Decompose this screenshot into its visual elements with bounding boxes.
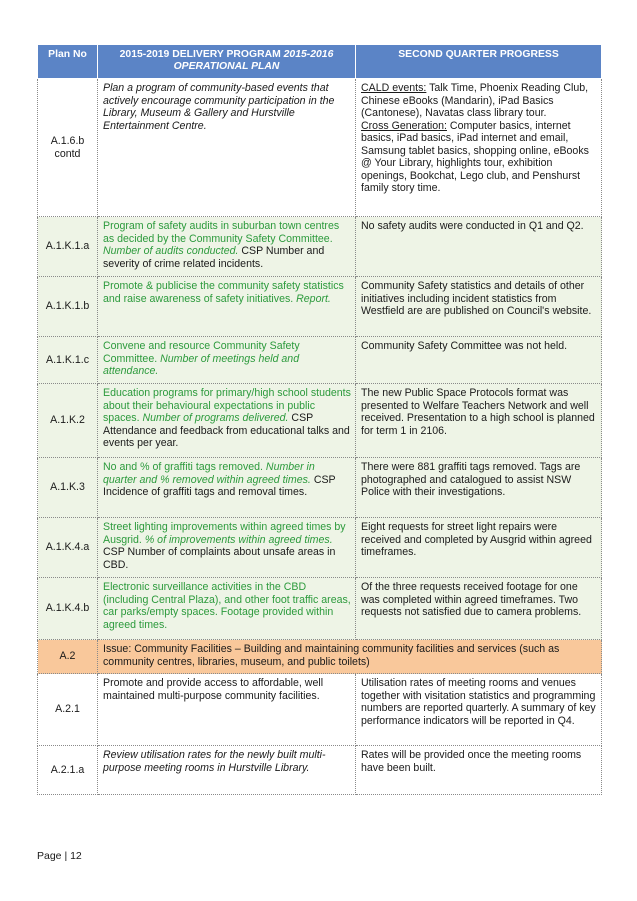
plan-number: A.1.K.1.a <box>38 217 98 277</box>
plan-measure-text: Number of meetings held and attendance. <box>103 352 300 377</box>
plan-number: A.2 <box>38 640 98 674</box>
plan-action-text: Program of safety audits in suburban town centres as decided by the Community Safety Committee. <box>103 220 340 245</box>
plan-csp-text: CSP Attendance and feedback from educational talks and events per year. <box>103 412 350 449</box>
progress-cross-generation-text: Computer basics, internet basics, iPad basics, iPad internet and email, Samsung tablet basics, shopping online, eBooks @ Your Library, highlights tour, exhibition openings, Bookchat, Lego club, and Penshurst family story time. <box>361 119 589 194</box>
plan-number: A.1.K.1.b <box>38 277 98 337</box>
progress-text: Utilisation rates of meeting rooms and venues together with visitation statistics and programming numbers are reported quarterly. A summary of key performance indicators will be reported in Q4. <box>356 674 602 746</box>
progress-text: Of the three requests received footage for one was completed within agreed timeframes. Two requests not satisfied due to camera problems. <box>356 578 602 640</box>
table-row <box>38 458 602 518</box>
plan-measure-text: Number in quarter and % removed within agreed times. <box>103 461 315 486</box>
plan-description <box>98 518 356 578</box>
table-row <box>38 79 602 217</box>
plan-description <box>98 578 356 640</box>
plan-description: Promote and provide access to affordable, well maintained multi-purpose community facilities. <box>98 674 356 746</box>
table-row <box>38 337 602 384</box>
header-delivery-program-text: 2015-2019 DELIVERY PROGRAM <box>119 49 284 60</box>
delivery-program-table <box>37 44 602 795</box>
plan-measure-text: Report. <box>296 292 331 305</box>
plan-number: A.2.1.a <box>38 746 98 795</box>
progress-cald-text: Talk Time, Phoenix Reading Club, Chinese eBooks (Mandarin), iPad Basics (Cantonese), Navatas class library tour. <box>361 82 589 119</box>
progress-text: There were 881 graffiti tags removed. Tags are photographed and catalogued to assist NSW Police with their investigations. <box>356 458 602 518</box>
progress-text: Rates will be provided once the meeting rooms have been built. <box>356 746 602 795</box>
plan-action-text: No and % of graffiti tags removed. <box>103 461 266 473</box>
progress-text: Eight requests for street light repairs were received and completed by Ausgrid within agreed timeframes. <box>356 518 602 578</box>
table-row <box>38 384 602 458</box>
plan-action-text: Street lighting improvements within agreed times by Ausgrid. <box>103 521 346 546</box>
plan-action-text: Education programs for primary/high school students about their behavioural expectations in public spaces. <box>103 387 351 424</box>
issue-description: Issue: Community Facilities – Building and maintaining community facilities and services (such as community centres, libraries, museum, and public toilets) <box>98 640 602 674</box>
plan-action-text: Electronic surveillance activities in the CBD (including Central Plaza), and other foot traffic areas, car parks/empty spaces. Footage provided within agreed times. <box>103 581 351 631</box>
plan-description: Review utilisation rates for the newly built multi-purpose meeting rooms in Hurstville Library. <box>98 746 356 795</box>
plan-csp-text: CSP Number of complaints about unsafe areas in CBD. <box>103 546 336 571</box>
plan-number: A.1.6.b contd <box>38 79 98 217</box>
table-row <box>38 277 602 337</box>
plan-measure-text: % of improvements within agreed times. <box>144 533 333 546</box>
header-delivery-program <box>98 45 356 79</box>
plan-description: Plan a program of community-based events that actively encourage community participation in the Library, Museum & Gallery and Hurstville Entertainment Centre. <box>98 79 356 217</box>
plan-number: A.2.1 <box>38 674 98 746</box>
plan-number: A.1.K.3 <box>38 458 98 518</box>
table-row <box>38 674 602 746</box>
plan-description <box>98 384 356 458</box>
progress-lead-cald: CALD events: <box>361 82 427 94</box>
page-number: Page | 12 <box>37 850 82 862</box>
progress-text: Community Safety statistics and details of other initiatives including incident statistics from Westfield are are published on Council's website. <box>356 277 602 337</box>
header-plan-no: Plan No <box>38 45 98 79</box>
plan-description <box>98 337 356 384</box>
plan-description <box>98 277 356 337</box>
plan-action-text: Convene and resource Community Safety Committee. <box>103 340 300 365</box>
progress-text: Community Safety Committee was not held. <box>356 337 602 384</box>
plan-number: A.1.K.4.b <box>38 578 98 640</box>
table-row <box>38 217 602 277</box>
plan-number: A.1.K.1.c <box>38 337 98 384</box>
plan-description <box>98 217 356 277</box>
plan-csp-text: CSP Number and severity of crime related incidents. <box>103 245 325 270</box>
progress-text: The new Public Space Protocols format was presented to Welfare Teachers Network and well received. Presentation to a high school is planned for term 1 in 2106. <box>356 384 602 458</box>
header-operational-plan-text: 2015-2016 OPERATIONAL PLAN <box>173 49 334 72</box>
plan-action-text: Promote & publicise the community safety statistics and raise awareness of safety initiatives. <box>103 280 344 305</box>
plan-csp-text: CSP Incidence of graffiti tags and removal times. <box>103 473 336 498</box>
table-row <box>38 746 602 795</box>
progress-lead-cross-generation: Cross Generation: <box>361 119 447 132</box>
progress-text: No safety audits were conducted in Q1 and Q2. <box>356 217 602 277</box>
table-header-row <box>38 45 602 79</box>
plan-measure-text: Number of audits conducted. <box>103 245 239 257</box>
header-second-quarter-progress: SECOND QUARTER PROGRESS <box>356 45 602 79</box>
table-row <box>38 518 602 578</box>
table-row <box>38 578 602 640</box>
progress-text <box>356 79 602 217</box>
issue-row <box>38 640 602 674</box>
plan-number: A.1.K.2 <box>38 384 98 458</box>
plan-description <box>98 458 356 518</box>
plan-number: A.1.K.4.a <box>38 518 98 578</box>
plan-measure-text: Number of programs delivered. <box>142 412 289 424</box>
